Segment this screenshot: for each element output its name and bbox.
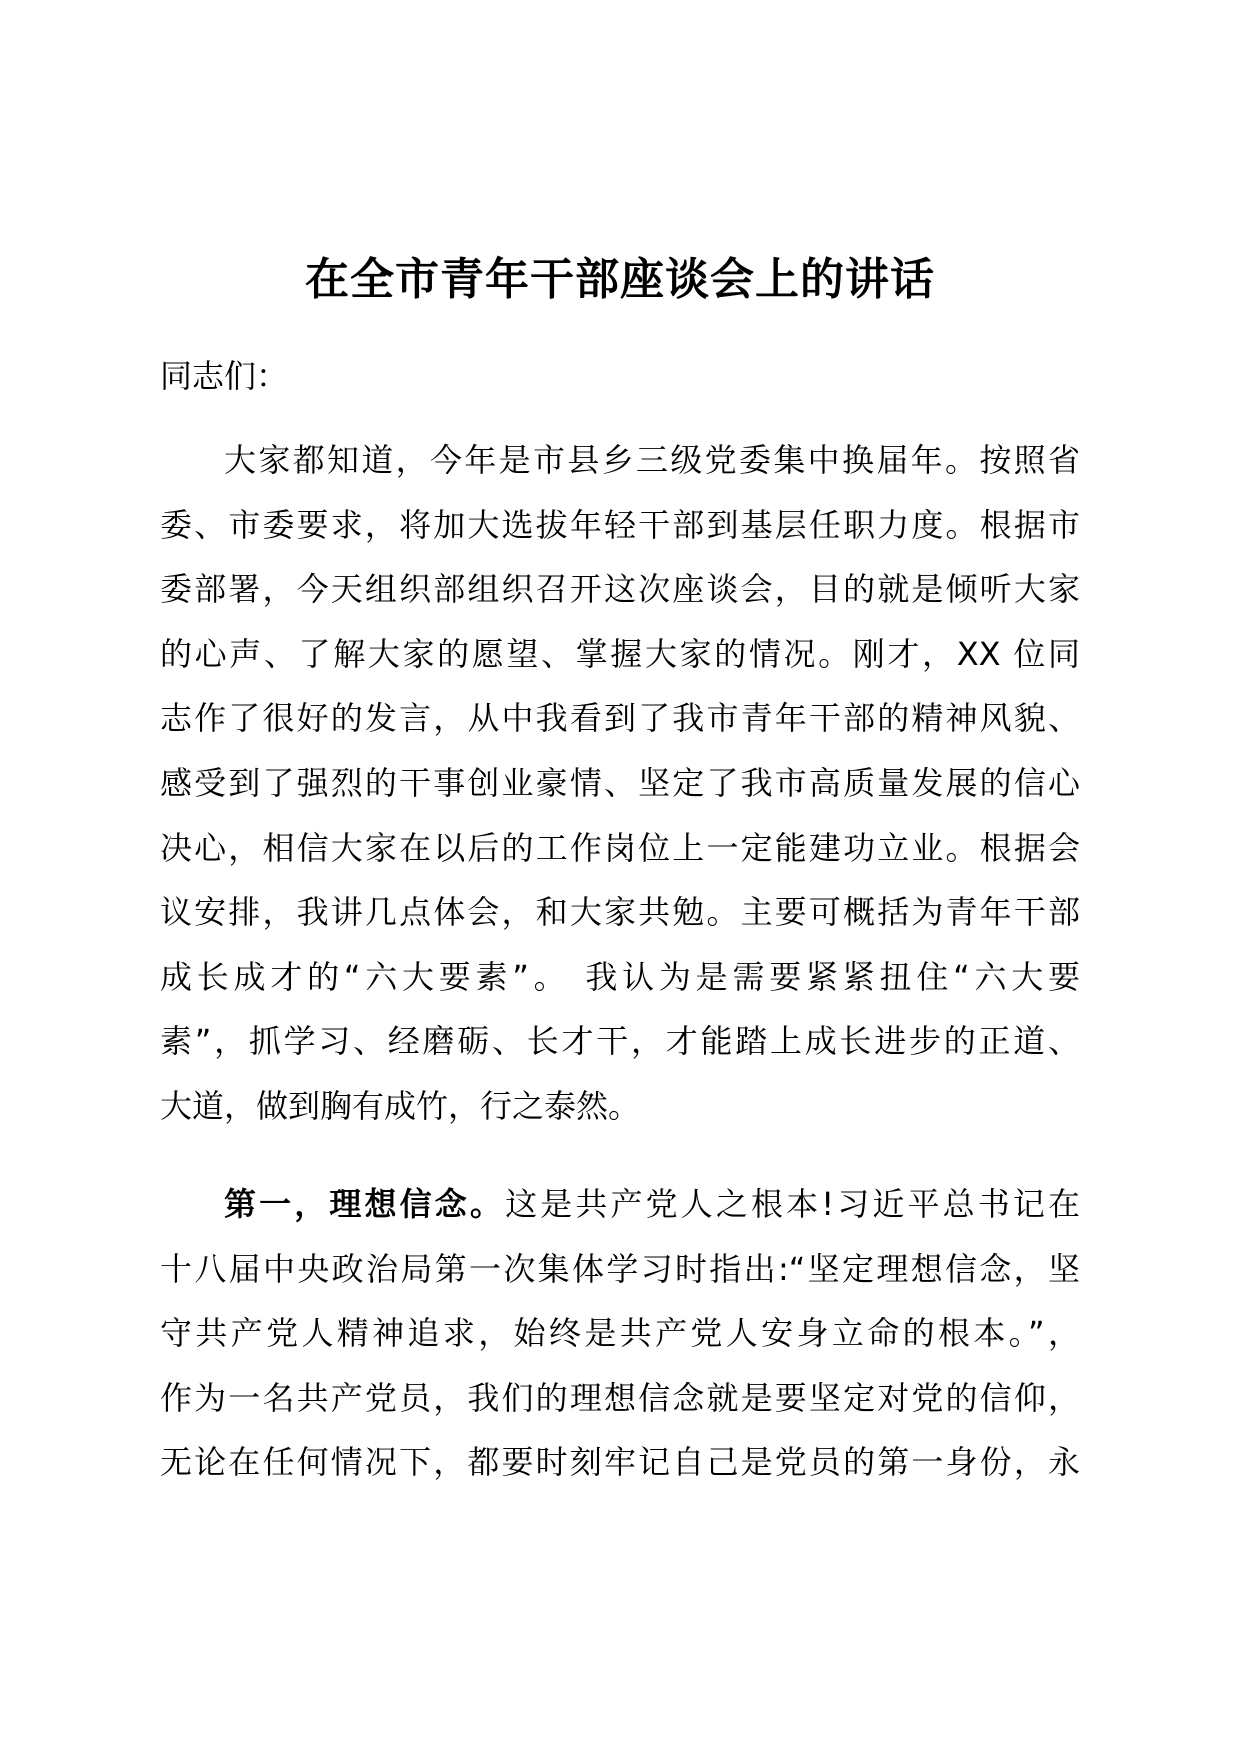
text-line: 志作了很好的发言，从中我看到了我市青年干部的精神风貌、 [160, 699, 1080, 738]
text-line: 议安排，我讲几点体会，和大家共勉。主要可概括为青年干部 [160, 893, 1080, 932]
text-line: 感受到了强烈的干事创业豪情、坚定了我市高质量发展的信心 [160, 763, 1080, 802]
text-line: 大道，做到胸有成竹，行之泰然。 [160, 1086, 641, 1125]
section-lead: 第一，理想信念。 [224, 1185, 506, 1223]
text-line: 作为一名共产党员，我们的理想信念就是要坚定对党的信仰， [160, 1378, 1080, 1417]
text-line: 守共产党人精神追求，始终是共产党人安身立命的根本。”， [160, 1314, 1080, 1353]
salutation: 同志们： [160, 357, 289, 395]
text-line: 十八届中央政治局第一次集体学习时指出:“坚定理想信念，坚 [160, 1249, 1080, 1288]
text-line: 委、市委要求，将加大选拔年轻干部到基层任职力度。根据市 [160, 505, 1080, 544]
paragraph-intro [160, 428, 1080, 1139]
text-line-rest: 这是共产党人之根本!习近平总书记在 [505, 1185, 1080, 1223]
text-line: 大家都知道，今年是市县乡三级党委集中换届年。按照省 [224, 441, 1080, 479]
text-line: 决心，相信大家在以后的工作岗位上一定能建功立业。根据会 [160, 828, 1080, 867]
text-line: 委部署，今天组织部组织召开这次座谈会，目的就是倾听大家 [160, 570, 1080, 609]
text-line: 无论在任何情况下，都要时刻牢记自己是党员的第一身份，永 [160, 1443, 1080, 1482]
text-line: 的心声、了解大家的愿望、掌握大家的情况。刚才，XX 位同 [160, 634, 1080, 673]
text-line: 素”，抓学习、经磨砺、长才干，才能踏上成长进步的正道、 [160, 1022, 1080, 1061]
paragraph-first-point [160, 1172, 1080, 1495]
text-line: 成长成才的“六大要素”。 我认为是需要紧紧扭住“六大要 [160, 957, 1080, 996]
text-line [160, 1172, 1080, 1237]
document-title: 在全市青年干部座谈会上的讲话 [305, 254, 935, 305]
